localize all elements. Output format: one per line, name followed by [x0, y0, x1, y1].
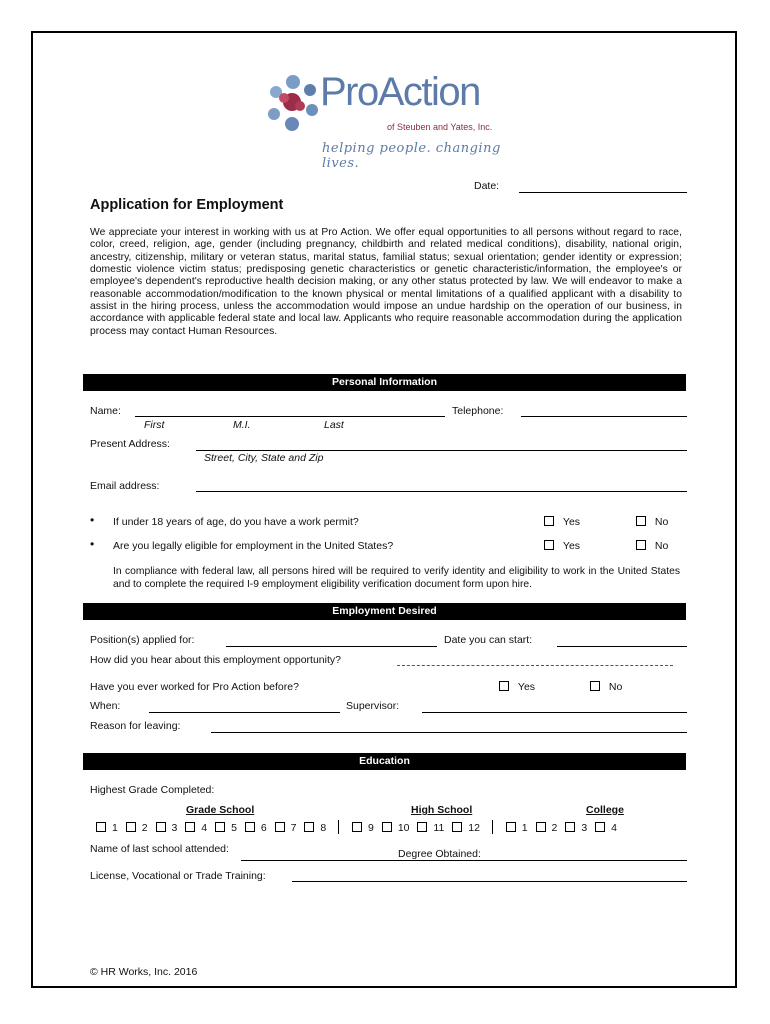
- high-school-heading: High School: [411, 804, 473, 816]
- divider: [492, 820, 493, 834]
- bullet-1: •: [90, 513, 95, 527]
- positions-field[interactable]: [226, 646, 437, 647]
- grade-10[interactable]: 10: [382, 822, 410, 834]
- hear-about-label: How did you hear about this employment opportunity?: [90, 654, 341, 666]
- grade-5[interactable]: 5: [215, 822, 237, 834]
- education-header: Education: [83, 753, 686, 770]
- grade-checkbox-row: [96, 820, 622, 834]
- logo: [262, 70, 522, 171]
- grade-8[interactable]: 8: [304, 822, 326, 834]
- checkbox[interactable]: [544, 540, 554, 550]
- intro-paragraph: We appreciate your interest in working with us at Pro Action. We offer equal opportunities to all persons without regard to race, color, creed, religion, age, gender (including pregnancy, childbirth and related medical conditions), disability, national origin, ancestry, citizenship, military or veteran status, marital status, familial status; sexual orientation; gender identity or expression; domestic violence victim status; predisposing genetic characteristics or genetic characteristic/information, the employee's or employee's dependent's reproductive health decision making, or any other status protected by law. We will endeavor to make a reasonable accommodation/modification to the known physical or mental limitations of a qualified applicant with a disability to assist in the hiring process, unless the accommodation would impose an undue hardship on the operation of our business, in accordance with applicable federal state and local law. Applicants who require reasonable accommodation during the application process may contact Human Resources.: [90, 227, 682, 337]
- employment-desired-header: Employment Desired: [83, 603, 686, 620]
- checkbox[interactable]: [499, 681, 509, 691]
- when-field[interactable]: [149, 712, 340, 713]
- supervisor-field[interactable]: [422, 712, 687, 713]
- address-field[interactable]: [196, 450, 687, 451]
- worked-before-yes[interactable]: Yes: [499, 681, 535, 693]
- name-label: Name:: [90, 405, 121, 417]
- date-field[interactable]: [519, 192, 687, 193]
- license-label: License, Vocational or Trade Training:: [90, 870, 266, 882]
- telephone-field[interactable]: [521, 416, 687, 417]
- start-date-label: Date you can start:: [444, 634, 533, 646]
- worked-before-label: Have you ever worked for Pro Action before?: [90, 681, 299, 693]
- college-1[interactable]: 1: [506, 822, 528, 834]
- college-4[interactable]: 4: [595, 822, 617, 834]
- personal-info-header: Personal Information: [83, 374, 686, 391]
- email-field[interactable]: [196, 491, 687, 492]
- college-3[interactable]: 3: [565, 822, 587, 834]
- grade-2[interactable]: 2: [126, 822, 148, 834]
- hear-about-field[interactable]: [397, 665, 673, 666]
- date-label: Date:: [474, 180, 500, 192]
- footer-copyright: © HR Works, Inc. 2016: [90, 966, 198, 978]
- college-heading: College: [586, 804, 624, 816]
- bullet-2: •: [90, 537, 95, 551]
- grade-12[interactable]: 12: [452, 822, 480, 834]
- grade-7[interactable]: 7: [275, 822, 297, 834]
- positions-label: Position(s) applied for:: [90, 634, 195, 646]
- last-hint: Last: [324, 419, 344, 431]
- telephone-label: Telephone:: [452, 405, 504, 417]
- work-permit-no[interactable]: No: [636, 516, 668, 528]
- people-logo-icon: [262, 72, 324, 134]
- eligible-no[interactable]: No: [636, 540, 668, 552]
- first-hint: First: [144, 419, 165, 431]
- grade-9[interactable]: 9: [352, 822, 374, 834]
- address-label: Present Address:: [90, 438, 170, 450]
- eligible-yes[interactable]: Yes: [544, 540, 580, 552]
- mi-hint: M.I.: [233, 419, 251, 431]
- reason-leaving-label: Reason for leaving:: [90, 720, 181, 732]
- email-label: Email address:: [90, 480, 160, 492]
- grade-3[interactable]: 3: [156, 822, 178, 834]
- grade-6[interactable]: 6: [245, 822, 267, 834]
- eligible-question: Are you legally eligible for employment in the United States?: [113, 540, 394, 552]
- logo-name: ProAction: [320, 70, 480, 114]
- checkbox[interactable]: [544, 516, 554, 526]
- start-date-field[interactable]: [557, 646, 687, 647]
- reason-leaving-field[interactable]: [211, 732, 687, 733]
- work-permit-yes[interactable]: Yes: [544, 516, 580, 528]
- supervisor-label: Supervisor:: [346, 700, 400, 712]
- grade-4[interactable]: 4: [185, 822, 207, 834]
- name-field[interactable]: [135, 416, 445, 417]
- grade-school-heading: Grade School: [186, 804, 255, 816]
- license-field[interactable]: [292, 881, 687, 882]
- address-hint: Street, City, State and Zip: [204, 452, 324, 464]
- highest-grade-label: Highest Grade Completed:: [90, 784, 215, 796]
- compliance-text: In compliance with federal law, all persons hired will be required to verify identity and eligibility to work in the United States and to complete the required I-9 employment eligibility verification document form upon hire.: [113, 566, 680, 590]
- work-permit-question: If under 18 years of age, do you have a work permit?: [113, 516, 359, 528]
- when-label: When:: [90, 700, 121, 712]
- last-school-field[interactable]: [241, 860, 687, 861]
- degree-label: Degree Obtained:: [398, 848, 481, 860]
- checkbox[interactable]: [636, 540, 646, 550]
- logo-tagline: helping people. changing lives.: [322, 141, 501, 171]
- page-title: Application for Employment: [90, 197, 284, 213]
- college-2[interactable]: 2: [536, 822, 558, 834]
- divider: [338, 820, 339, 834]
- checkbox[interactable]: [636, 516, 646, 526]
- logo-sub: of Steuben and Yates, Inc.: [387, 122, 493, 132]
- last-school-label: Name of last school attended:: [90, 843, 229, 855]
- grade-1[interactable]: 1: [96, 822, 118, 834]
- checkbox[interactable]: [590, 681, 600, 691]
- grade-11[interactable]: 11: [417, 822, 444, 834]
- worked-before-no[interactable]: No: [590, 681, 622, 693]
